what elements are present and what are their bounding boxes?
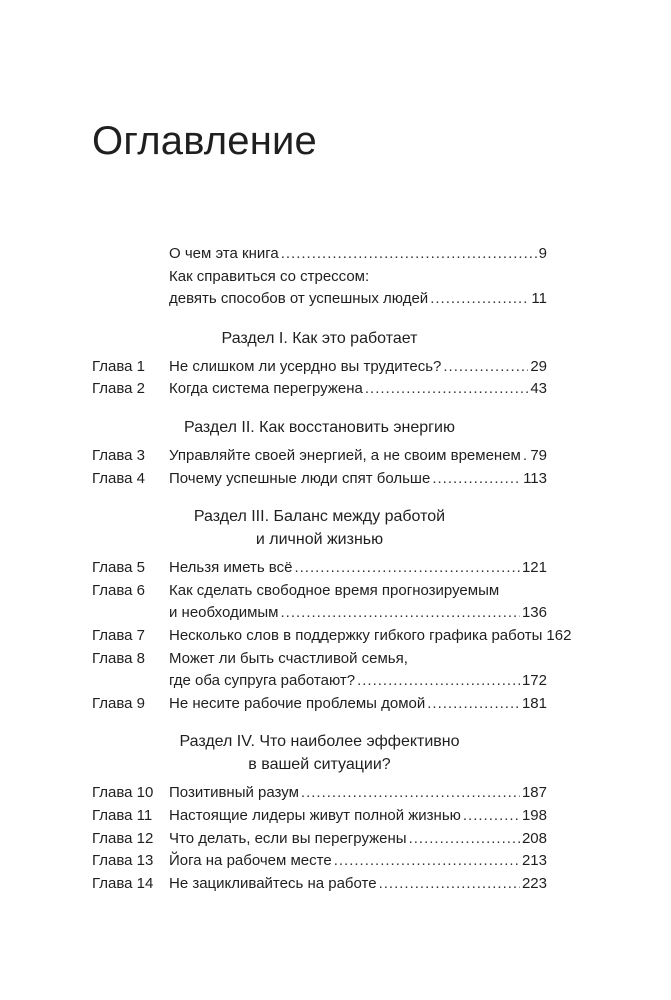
page-number: 136 xyxy=(521,604,547,622)
toc-entry[interactable] xyxy=(169,288,547,310)
dot-leader xyxy=(463,805,520,827)
toc-row xyxy=(92,288,547,310)
entry-title: где оба супруга работают? xyxy=(169,672,356,690)
entry-title: Как сделать свободное время прогнозируемым xyxy=(169,581,500,599)
toc-row xyxy=(92,850,547,872)
entry-title: девять способов от успешных людей xyxy=(169,290,429,308)
toc-entry[interactable] xyxy=(169,378,547,400)
entry-title: Управляйте своей энергией, а не своим временем xyxy=(169,447,521,464)
toc-entry[interactable] xyxy=(169,266,547,288)
toc-entry[interactable] xyxy=(169,782,547,804)
section-heading: и личной жизнью xyxy=(255,531,384,549)
page-number: 43 xyxy=(530,380,547,398)
chapter-label: Глава 4 xyxy=(92,469,146,487)
toc-row xyxy=(92,557,547,579)
toc-row xyxy=(92,670,547,692)
chapter-label: Глава 11 xyxy=(92,807,153,824)
entry-title: Может ли быть счастливой семья, xyxy=(169,649,408,667)
dot-leader xyxy=(334,850,520,872)
toc-entry[interactable] xyxy=(169,625,572,647)
toc-row xyxy=(92,782,547,804)
dot-leader xyxy=(523,445,528,467)
page-number: 162 xyxy=(546,627,572,644)
entry-title: Не зацикливайтесь на работе xyxy=(169,874,377,892)
page-number: 9 xyxy=(538,245,547,262)
page-number: 11 xyxy=(531,290,547,308)
toc-entry[interactable] xyxy=(169,445,547,467)
chapter-label: Глава 8 xyxy=(92,649,146,667)
dot-leader xyxy=(357,670,520,692)
dot-leader xyxy=(409,828,520,850)
toc-row xyxy=(92,266,547,288)
chapter-label: Глава 6 xyxy=(92,581,146,599)
entry-title: и необходимым xyxy=(169,604,279,622)
chapter-label: Глава 3 xyxy=(92,447,146,464)
entry-title: Когда система перегружена xyxy=(169,380,363,398)
toc-entry[interactable] xyxy=(169,693,547,715)
toc-row xyxy=(92,602,547,624)
toc-entry[interactable] xyxy=(169,580,547,602)
dot-leader xyxy=(281,602,520,624)
page-number: 121 xyxy=(521,559,547,577)
toc-entry[interactable] xyxy=(169,828,547,850)
page-number: 198 xyxy=(521,807,547,824)
toc-row xyxy=(92,378,547,400)
dot-leader xyxy=(281,243,537,265)
toc-entry[interactable] xyxy=(169,602,547,624)
chapter-label: Глава 14 xyxy=(92,874,154,892)
dot-leader xyxy=(430,288,529,310)
section-heading: Раздел II. Как восстановить энергию xyxy=(184,419,455,436)
entry-title: Не слишком ли усердно вы трудитесь? xyxy=(169,357,442,375)
page-number: 187 xyxy=(521,784,547,802)
dot-leader xyxy=(301,782,520,804)
entry-title: Несколько слов в поддержку гибкого графика работы xyxy=(169,627,543,644)
toc-row xyxy=(92,828,547,850)
toc-entry[interactable] xyxy=(169,468,547,490)
toc-entry[interactable] xyxy=(169,356,547,378)
page-number: 223 xyxy=(521,874,547,892)
page-number: 172 xyxy=(521,672,547,690)
toc-row xyxy=(92,648,547,670)
dot-leader xyxy=(294,557,520,579)
dot-leader xyxy=(427,693,520,715)
dot-leader xyxy=(365,378,528,400)
page-number: 79 xyxy=(530,447,547,464)
page-title: Оглавление xyxy=(92,119,318,163)
chapter-label: Глава 5 xyxy=(92,559,146,577)
toc-entry[interactable] xyxy=(169,805,547,827)
toc-row xyxy=(92,468,547,490)
toc-entry[interactable] xyxy=(169,670,547,692)
entry-title: Почему успешные люди спят больше xyxy=(169,469,431,487)
page-number: 181 xyxy=(521,694,547,712)
toc-entry[interactable] xyxy=(169,850,547,872)
toc-row xyxy=(92,625,572,647)
entry-title: Нельзя иметь всё xyxy=(169,559,293,577)
dot-leader xyxy=(443,356,528,378)
toc-entry[interactable] xyxy=(169,243,547,265)
toc-row xyxy=(92,445,547,467)
chapter-label: Глава 10 xyxy=(92,784,154,802)
toc-entry[interactable] xyxy=(169,873,547,895)
toc-entry[interactable] xyxy=(169,648,547,670)
page-number: 29 xyxy=(530,357,547,375)
section-heading: в вашей ситуации? xyxy=(248,756,391,774)
page-number: 208 xyxy=(521,829,547,847)
toc-row xyxy=(92,356,547,378)
chapter-label: Глава 1 xyxy=(92,357,146,375)
toc-row xyxy=(92,873,547,895)
toc-row xyxy=(92,693,547,715)
section-heading: Раздел III. Баланс между работой xyxy=(193,508,446,526)
page-number: 213 xyxy=(521,852,547,870)
entry-title: Настоящие лидеры живут полной жизнью xyxy=(169,807,461,824)
chapter-label: Глава 7 xyxy=(92,627,146,644)
chapter-label: Глава 9 xyxy=(92,694,146,712)
dot-leader xyxy=(432,468,521,490)
entry-title: О чем эта книга xyxy=(169,245,279,262)
toc-entry[interactable] xyxy=(169,557,547,579)
entry-title: Йога на рабочем месте xyxy=(169,852,332,870)
entry-title: Что делать, если вы перегружены xyxy=(169,829,407,847)
toc-row xyxy=(92,243,547,265)
section-heading: Раздел IV. Что наиболее эффективно xyxy=(179,733,460,751)
toc-row xyxy=(92,805,547,827)
toc-row xyxy=(92,580,547,602)
chapter-label: Глава 2 xyxy=(92,380,146,398)
dot-leader xyxy=(379,873,520,895)
chapter-label: Глава 13 xyxy=(92,852,154,870)
chapter-label: Глава 12 xyxy=(92,829,154,847)
section-heading: Раздел I. Как это работает xyxy=(221,329,418,347)
entry-title: Не несите рабочие проблемы домой xyxy=(169,694,426,712)
page-number: 113 xyxy=(523,469,547,487)
entry-title: Позитивный разум xyxy=(169,784,299,802)
entry-title: Как справиться со стрессом: xyxy=(169,267,370,285)
